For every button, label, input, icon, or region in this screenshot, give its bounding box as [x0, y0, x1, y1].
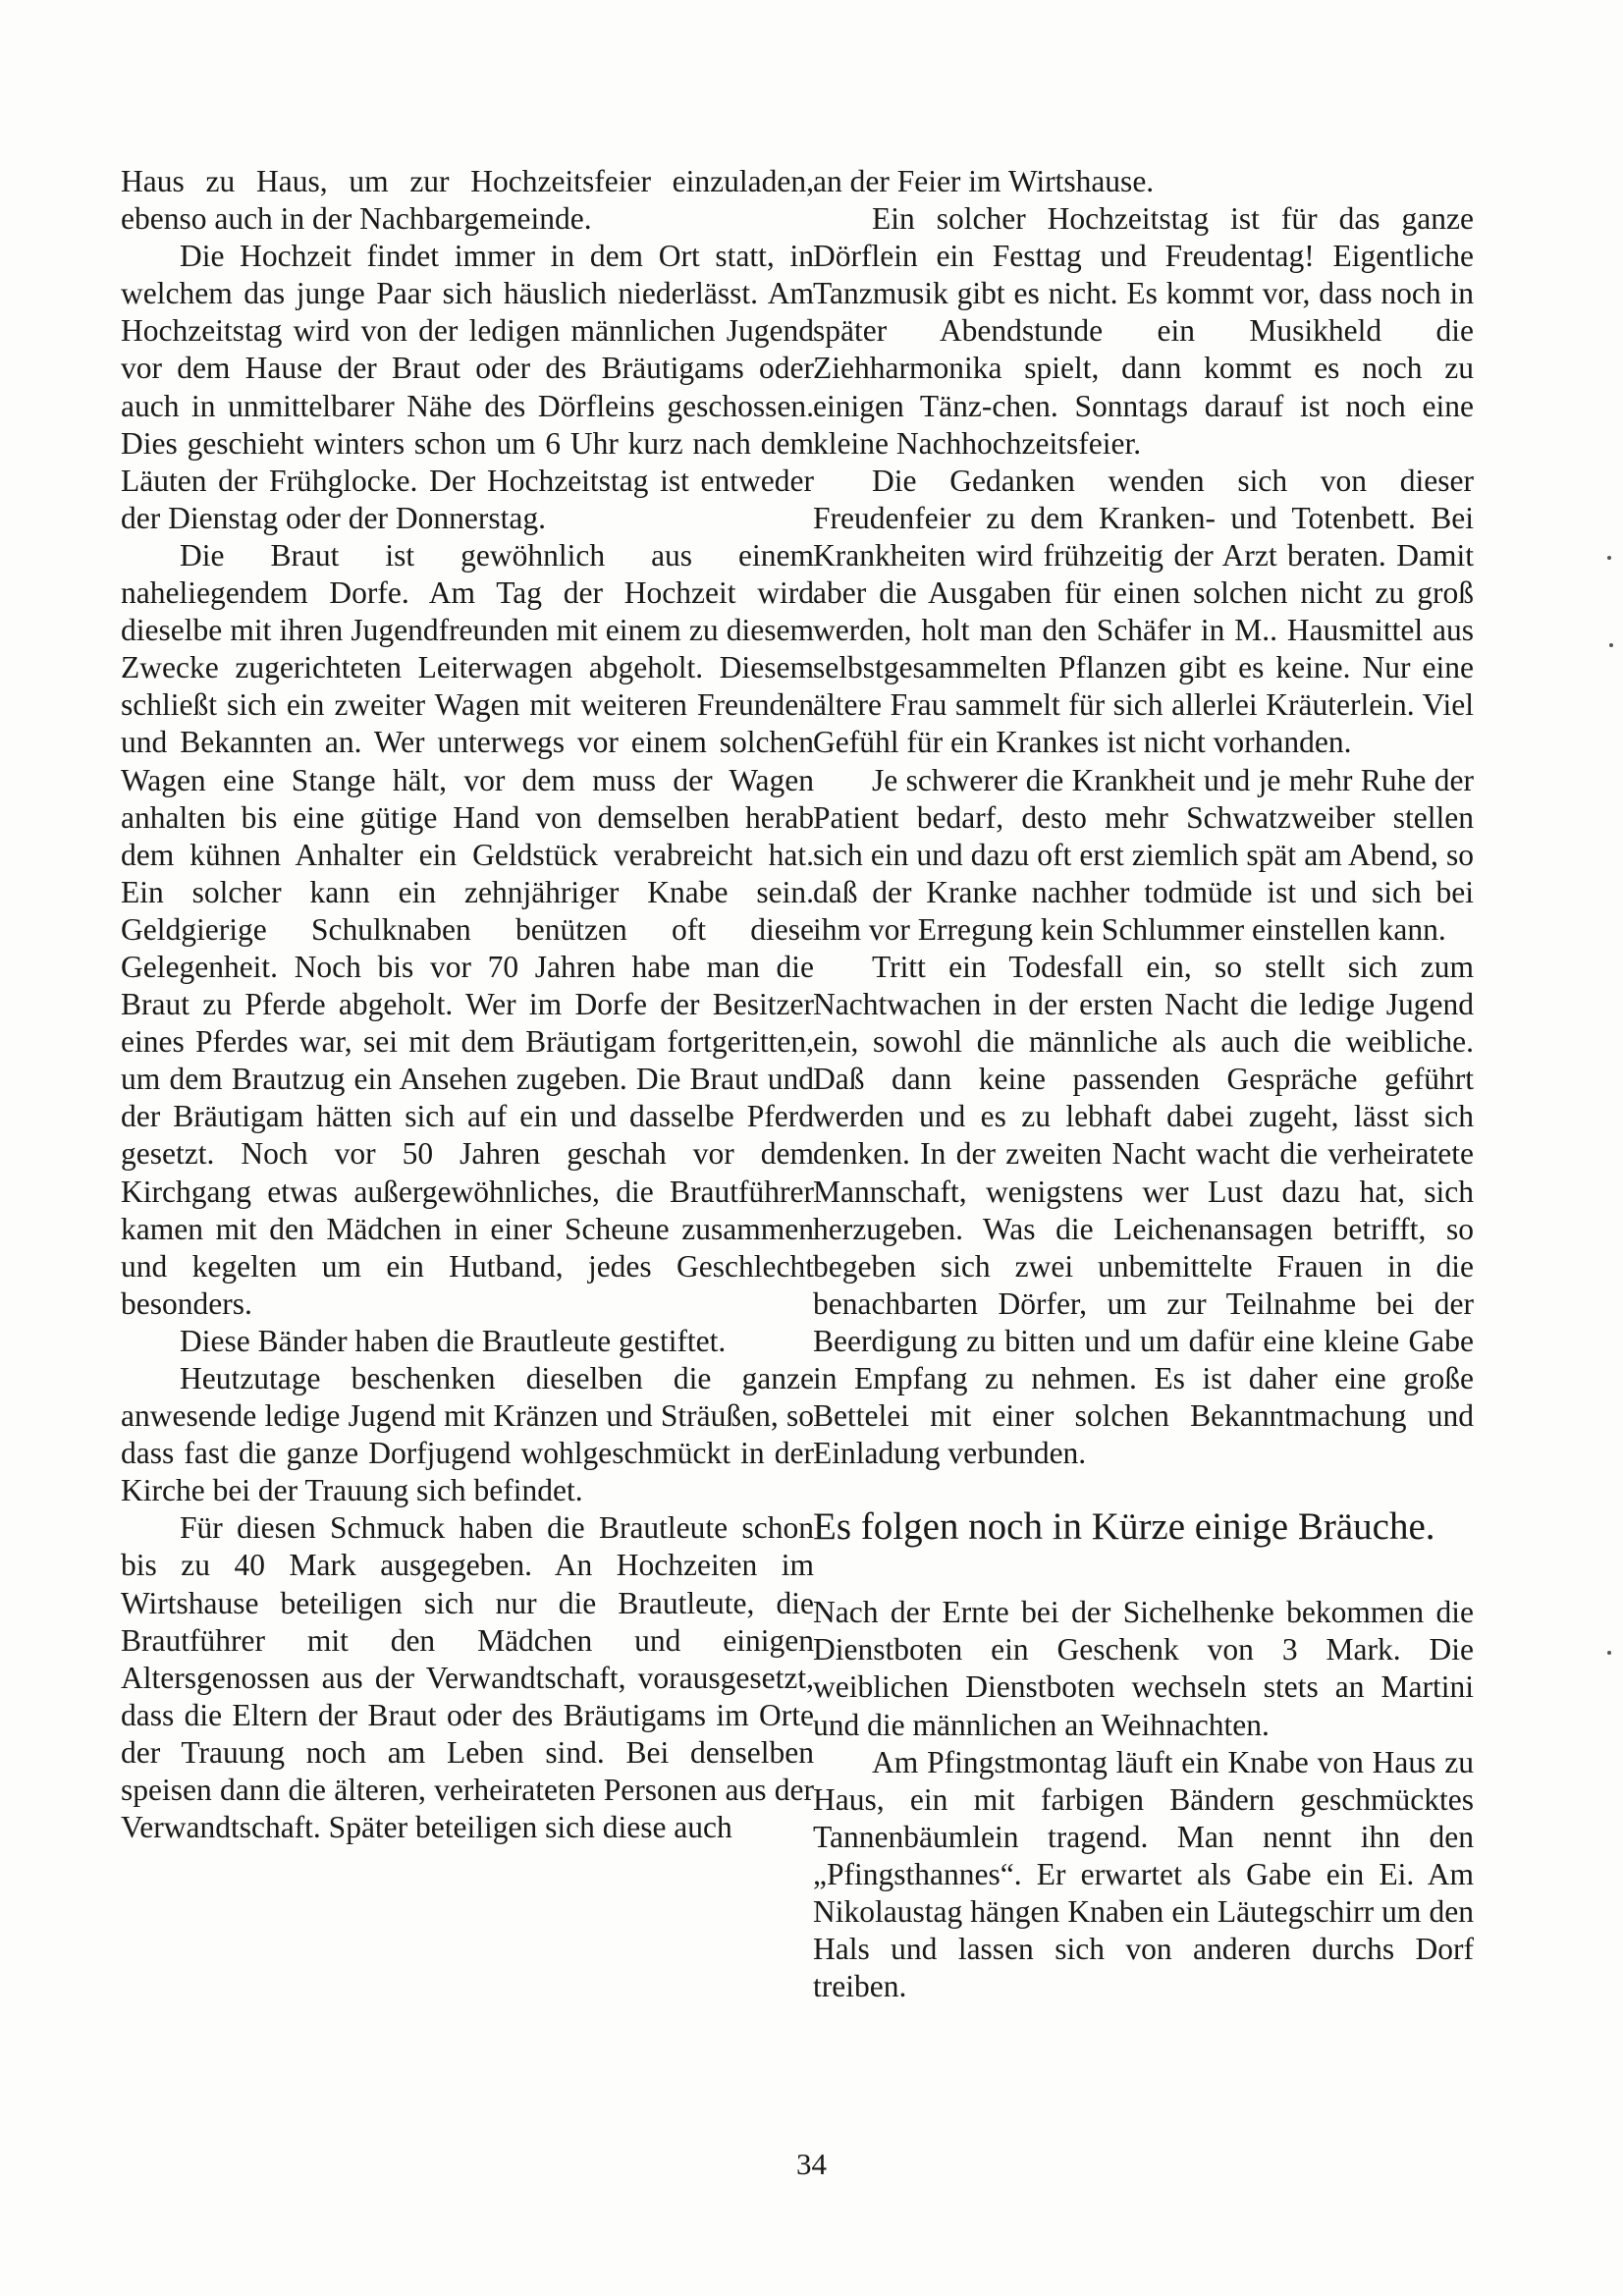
left-paragraph-2: Die Hochzeit findet immer in dem Ort statt, in welchem das junge Paar sich häuslich niederlässt. Am Hochzeitstag wird von der ledigen männlichen Jugend vor dem Hause der Braut oder des Bräutigams oder auch in unmittelbarer Nähe des Dörfleins geschossen. Dies geschieht winters schon um 6 Uhr kurz nach dem Läuten der Frühglocke. Der Hochzeitstag ist entweder der Dienstag oder der Donnerstag. [121, 239, 814, 535]
right-paragraph-6: Nach der Ernte bei der Sichelhenke bekommen die Dienstboten ein Geschenk von 3 Mark. Die weiblichen Dienstboten wechseln stets an Martini und die männlichen an Weihnachten. [813, 1595, 1474, 1742]
right-paragraph-1: an der Feier im Wirtshause. [813, 164, 1155, 198]
left-paragraph-6: Für diesen Schmuck haben die Brautleute schon bis zu 40 Mark ausgegeben. An Hochzeiten im Wirtshause beteiligen sich nur die Brautleute, die Brautführer mit den Mädchen und einigen Altersgenossen aus der Verwandtschaft, vorausgesetzt, dass die Eltern der Braut oder des Bräutigams im Orte der Trauung noch am Leben sind. Bei denselben speisen dann die älteren, verheirateten Personen aus der Verwandtschaft. Später beteiligen sich diese auch [121, 1510, 814, 1845]
left-paragraph-1: Haus zu Haus, um zur Hochzeitsfeier einzuladen, ebenso auch in der Nachbargemeinde. [121, 164, 814, 237]
section-heading: Es folgen noch in Kürze einige Bräuche. [813, 1505, 1435, 1549]
right-paragraph-3: Die Gedanken wenden sich von dieser Freudenfeier zu dem Kranken- und Totenbett. Bei Krankheiten wird frühzeitig der Arzt beraten. Damit aber die Ausgaben für einen solchen nicht zu groß werden, holt man den Schäfer in M.. Hausmittel aus selbstgesammelten Pflanzen gibt es keine. Nur eine ältere Frau sammelt für sich allerlei Kräuterlein. Viel Gefühl für ein Krankes ist nicht vorhanden. [813, 463, 1474, 760]
right-paragraph-5: Tritt ein Todesfall ein, so stellt sich zum Nachtwachen in der ersten Nacht die ledige Jugend ein, sowohl die männliche als auch die weibliche. Daß dann keine passenden Gespräche geführt werden und es zu lebhaft dabei zugeht, lässt sich denken. In der zweiten Nacht wacht die verheiratete Mannschaft, wenigstens wer Lust dazu hat, sich herzugeben. Was die Leichenansagen betrifft, so begeben sich zwei unbemittelte Frauen in die benachbarten Dörfer, um zur Teilnahme bei der Beerdigung zu bitten und um dafür eine kleine Gabe in Empfang zu nehmen. Es ist daher eine große Bettelei mit einer solchen Bekanntmachung und Einladung verbunden. [813, 949, 1474, 1471]
scan-speck [1607, 1651, 1611, 1655]
right-paragraph-4: Je schwerer die Krankheit und je mehr Ruhe der Patient bedarf, desto mehr Schwatzweiber stellen sich ein und dazu oft erst ziemlich spät am Abend, so daß der Kranke nachher todmüde ist und sich bei ihm vor Erregung kein Schlummer einstellen kann. [813, 762, 1474, 947]
right-column [813, 163, 1474, 2005]
scan-speck [1607, 556, 1611, 560]
right-paragraph-2: Ein solcher Hochzeitstag ist für das ganze Dörflein ein Festtag und Freudentag! Eigentliche Tanzmusik gibt es nicht. Es kommt vor, dass noch in später Abendstunde ein Musikheld die Ziehharmonika spielt, dann kommt es noch zu einigen Tänz-chen. Sonntags darauf ist noch eine kleine Nachhochzeitsfeier. [813, 201, 1474, 461]
left-paragraph-3: Die Braut ist gewöhnlich aus einem naheliegendem Dorfe. Am Tag der Hochzeit wird dieselbe mit ihren Jugendfreunden mit einem zu diesem Zwecke zugerichteten Leiterwagen abgeholt. Diesem schließt sich ein zweiter Wagen mit weiteren Freunden und Bekannten an. Wer unterwegs vor einem solchen Wagen eine Stange hält, vor dem muss der Wagen anhalten bis eine gütige Hand von demselben herab dem kühnen Anhalter ein Geldstück verabreicht hat. Ein solcher kann ein zehnjähriger Knabe sein. Geldgierige Schulknaben benützen oft diese Gelegenheit. Noch bis vor 70 Jahren habe man die Braut zu Pferde abgeholt. Wer im Dorfe der Besitzer eines Pferdes war, sei mit dem Bräutigam fortgeritten, um dem Brautzug ein Ansehen zugeben. Die Braut und der Bräutigam hätten sich auf ein und dasselbe Pferd gesetzt. Noch vor 50 Jahren geschah vor dem Kirchgang etwas außergewöhnliches, die Brautführer kamen mit den Mädchen in einer Scheune zusammen und kegelten um ein Hutband, jedes Geschlecht besonders. [121, 537, 814, 1321]
left-paragraph-4: Diese Bänder haben die Brautleute gestiftet. [180, 1323, 727, 1358]
scan-speck [1609, 643, 1613, 647]
left-paragraph-5: Heutzutage beschenken dieselben die ganze anwesende ledige Jugend mit Kränzen und Sträußen, so dass fast die ganze Dorfjugend wohlgeschmückt in der Kirche bei der Trauung sich befindet. [121, 1361, 814, 1508]
page-number: 34 [796, 2147, 827, 2181]
left-column [121, 163, 814, 1846]
right-paragraph-7: Am Pfingstmontag läuft ein Knabe von Haus zu Haus, ein mit farbigen Bändern geschmücktes Tannenbäumlein tragend. Man nennt ihn den „Pfingsthannes“. Er erwartet als Gabe ein Ei. Am Nikolaustag hängen Knaben ein Läutegschirr um den Hals und lassen sich von anderen durchs Dorf treiben. [813, 1744, 1474, 2004]
